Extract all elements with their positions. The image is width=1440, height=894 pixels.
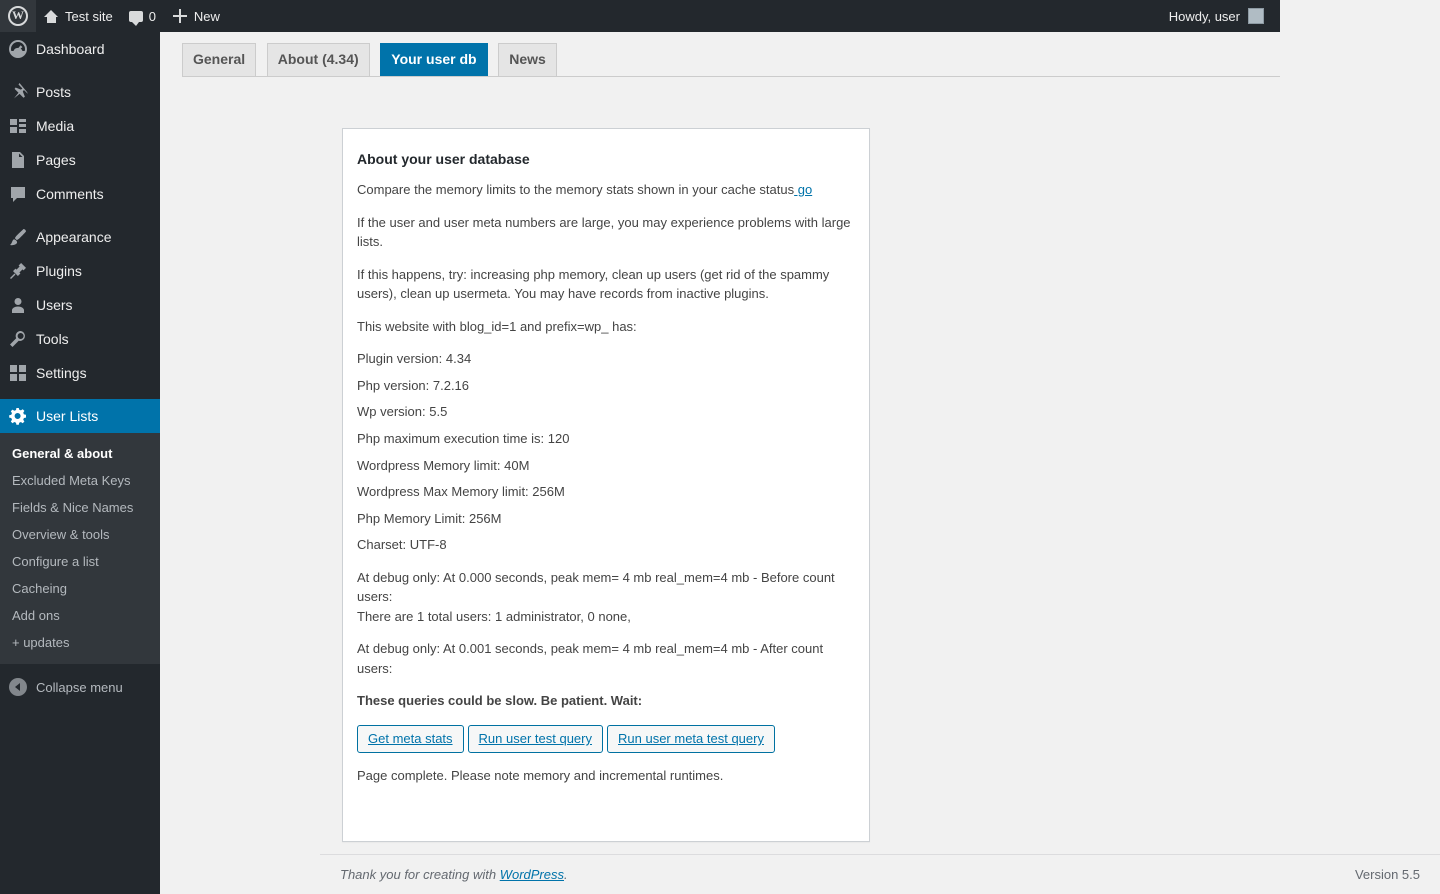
dashboard-icon — [0, 39, 36, 59]
sidebar-item-appearance[interactable] — [0, 220, 160, 254]
get-meta-stats-button[interactable]: Get meta stats — [357, 725, 464, 753]
footer-version: Version 5.5 — [1354, 867, 1420, 882]
plus-icon — [172, 8, 188, 24]
debug-before-line-1: At debug only: At 0.000 seconds, peak mem= 4 mb real_mem=4 mb - Before count users: — [357, 569, 835, 605]
submenu-item-excluded-meta-keys[interactable]: Excluded Meta Keys — [12, 473, 131, 488]
stat-wordpress-max-memory-limit: Wordpress Max Memory limit: 256M — [357, 484, 565, 500]
tab-general[interactable]: General — [182, 43, 256, 76]
stat-charset: Charset: UTF-8 — [357, 537, 447, 553]
sidebar-item-media[interactable] — [0, 109, 160, 143]
admin-bar — [0, 0, 1280, 32]
sidebar-item-comments[interactable] — [0, 177, 160, 211]
sidebar-item-label: User Lists — [36, 408, 99, 424]
tab-news[interactable]: News — [498, 43, 557, 76]
gear-icon — [0, 406, 36, 426]
stat-php-max-execution-time: Php maximum execution time is: 120 — [357, 430, 570, 446]
run-user-test-query-button[interactable]: Run user test query — [468, 725, 603, 753]
page-complete-note: Page complete. Please note memory and incremental runtimes. — [357, 767, 724, 783]
sidebar-item-label: Posts — [36, 84, 72, 100]
cache-status-link[interactable]: go — [794, 182, 813, 197]
sidebar-item-settings[interactable] — [0, 356, 160, 390]
my-account-menu[interactable] — [1161, 0, 1272, 32]
submenu-item-cacheing[interactable]: Cacheing — [12, 581, 67, 596]
submenu-item-updates[interactable]: + updates — [12, 635, 70, 650]
comment-bubble-icon — [129, 11, 143, 22]
tools-icon — [0, 329, 36, 349]
wp-logo-menu[interactable] — [0, 0, 36, 32]
footer-thanks-suffix: . — [564, 867, 568, 882]
page-icon — [0, 150, 36, 170]
admin-bar-right — [1161, 0, 1280, 32]
footer-thanks — [340, 867, 568, 882]
tab-about[interactable]: About (4.34) — [267, 43, 370, 76]
user-database-panel — [342, 128, 870, 842]
sidebar-item-label: Users — [36, 297, 73, 313]
if-this-happens-paragraph: If this happens, try: increasing php memory, clean up users (get rid of the spammy users), clean up usermeta. You may have records from inactive plugins. — [357, 266, 830, 301]
submenu-item-configure-a-list[interactable]: Configure a list — [12, 554, 99, 569]
query-button-row — [357, 725, 855, 753]
sidebar-item-label: Media — [36, 118, 75, 134]
user-icon — [0, 295, 36, 315]
media-icon — [0, 116, 36, 136]
site-name-label: Test site — [65, 8, 113, 24]
menu-separator — [0, 211, 160, 220]
sidebar-item-dashboard[interactable] — [0, 32, 160, 66]
sidebar-item-posts[interactable] — [0, 75, 160, 109]
sidebar-item-pages[interactable] — [0, 143, 160, 177]
collapse-menu-button[interactable] — [0, 670, 160, 704]
sidebar-item-plugins[interactable] — [0, 254, 160, 288]
cache-status-text: Compare the memory limits to the memory stats shown in your cache status — [357, 182, 795, 197]
settings-icon — [0, 363, 36, 383]
stat-wordpress-memory-limit: Wordpress Memory limit: 40M — [357, 457, 530, 473]
admin-sidebar-menu — [0, 32, 160, 894]
debug-before-count-users — [357, 568, 855, 627]
sidebar-item-label: Settings — [36, 365, 87, 381]
menu-separator — [0, 390, 160, 399]
sidebar-item-label: Tools — [36, 331, 69, 347]
submenu-item-fields-and-nice-names[interactable]: Fields & Nice Names — [12, 500, 134, 515]
site-name-menu[interactable] — [36, 0, 121, 32]
website-prefix-paragraph: This website with blog_id=1 and prefix=wp_ has: — [357, 318, 637, 334]
run-user-meta-test-query-button[interactable]: Run user meta test query — [607, 725, 775, 753]
sidebar-item-user-lists[interactable] — [0, 399, 160, 433]
large-lists-paragraph: If the user and user meta numbers are large, you may experience problems with large lists. — [357, 214, 851, 249]
debug-after-count-users: At debug only: At 0.001 seconds, peak mem= 4 mb real_mem=4 mb - After count users: — [357, 641, 824, 676]
admin-footer — [320, 854, 1440, 894]
new-content-menu[interactable] — [164, 0, 228, 32]
plugin-icon — [0, 261, 36, 281]
comments-count: 0 — [148, 8, 156, 24]
footer-thanks-prefix: Thank you for creating with — [340, 867, 500, 882]
main-content-area — [160, 32, 1420, 894]
tab-your-user-db[interactable]: Your user db — [380, 43, 487, 76]
sidebar-item-label: Appearance — [36, 229, 112, 245]
home-icon — [44, 9, 59, 24]
stat-wp-version: Wp version: 5.5 — [357, 404, 448, 420]
debug-before-line-2: There are 1 total users: 1 administrator, 0 none, — [357, 608, 631, 624]
comments-menu[interactable] — [121, 0, 164, 32]
menu-separator — [0, 66, 160, 75]
howdy-label: Howdy, user — [1168, 8, 1240, 24]
submenu-item-add-ons[interactable]: Add ons — [12, 608, 60, 623]
avatar — [1248, 8, 1264, 24]
comment-icon — [0, 184, 36, 204]
sidebar-item-label: Pages — [36, 152, 76, 168]
stat-php-memory-limit: Php Memory Limit: 256M — [357, 510, 502, 526]
cache-status-paragraph — [357, 180, 855, 200]
sidebar-item-label: Comments — [36, 186, 104, 202]
sidebar-item-label: Plugins — [36, 263, 82, 279]
submenu-item-general-and-about[interactable]: General & about — [12, 446, 113, 461]
tab-bar — [182, 43, 1280, 77]
stat-plugin-version: Plugin version: 4.34 — [357, 351, 472, 366]
sidebar-item-label: Dashboard — [36, 41, 105, 57]
collapse-menu-label: Collapse menu — [36, 679, 123, 695]
slow-queries-warning: These queries could be slow. Be patient. Wait: — [357, 693, 643, 709]
wordpress-link[interactable]: WordPress — [499, 867, 564, 882]
new-label: New — [193, 8, 220, 24]
panel-heading: About your user database — [357, 151, 530, 167]
user-lists-submenu — [0, 433, 160, 664]
submenu-item-overview-and-tools[interactable]: Overview & tools — [12, 527, 110, 542]
wordpress-logo-icon — [8, 6, 28, 26]
pin-icon — [0, 82, 36, 102]
brush-icon — [0, 227, 36, 247]
collapse-arrow-icon — [0, 678, 36, 696]
sidebar-item-tools[interactable] — [0, 322, 160, 356]
stat-php-version: Php version: 7.2.16 — [357, 377, 470, 393]
sidebar-item-users[interactable] — [0, 288, 160, 322]
